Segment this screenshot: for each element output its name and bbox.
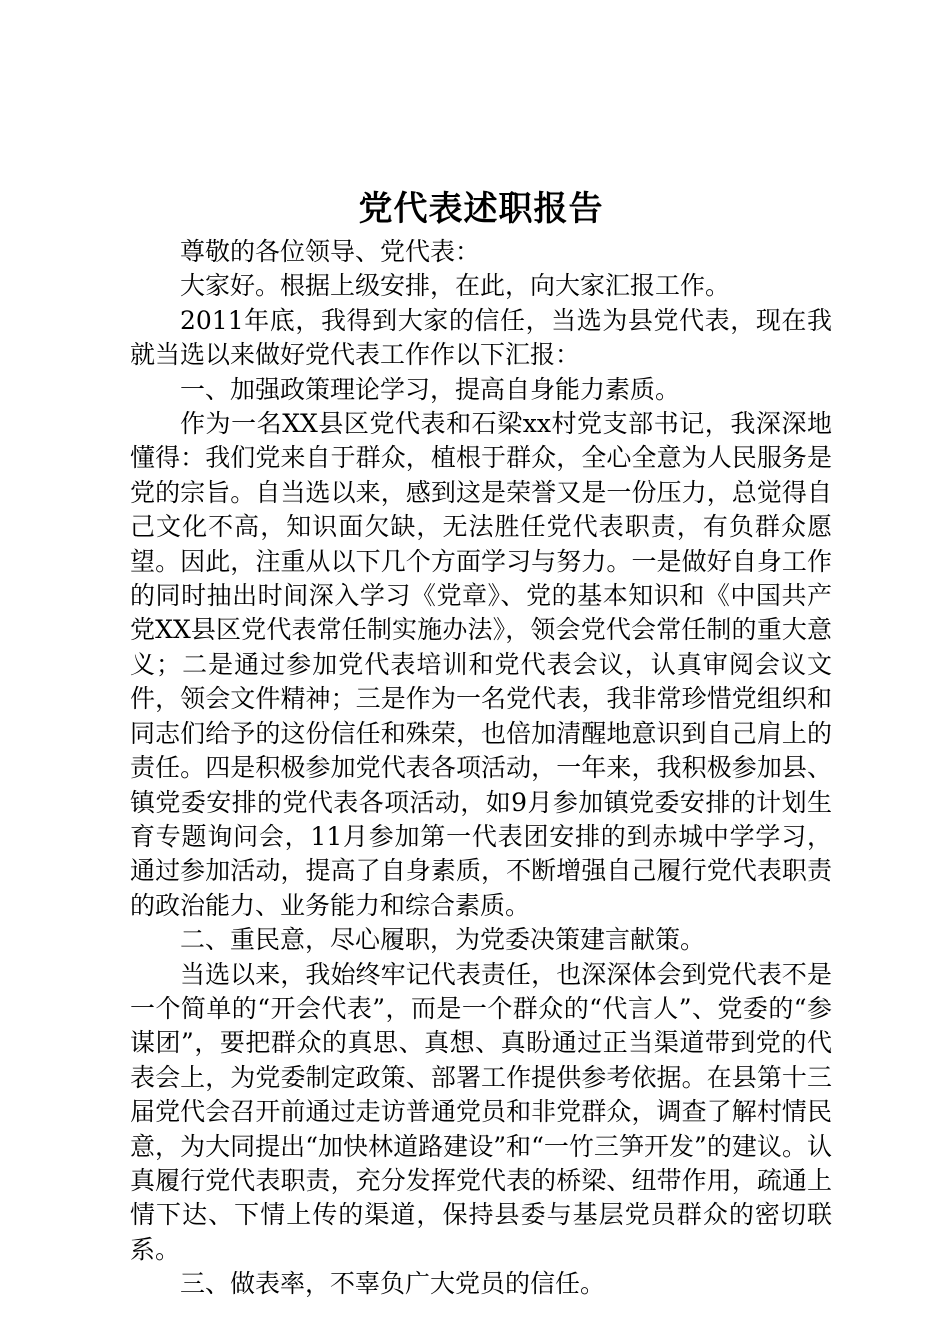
section-heading-1: 一、加强政策理论学习，提高自身能力素质。 [180, 374, 681, 404]
section-body-1: 作为一名XX县区党代表和石梁xx村党支部书记，我深深地懂得：我们党来自于群众，植根于群众，全心全意为人民服务是党的宗旨。自当选以来，感到这是荣誉又是一份压力，总觉得自己文化不高，知识面欠缺，无法胜任党代表职责，有负群众愿望。因此，注重从以下几个方面学习与努力。一是做好自身工作的同时抽出时间深入学习《党章》、党的基本知识和《中国共产党XX县区党代表常任制实施办法》，领会党代会常任制的重大意义；二是通过参加党代表培训和党代表会议，认真审阅会议文件，领会文件精神；三是作为一名党代表，我非常珍惜党组织和同志们给予的这份信任和殊荣，也倍加清醒地意识到自己肩上的责任。四是积极参加党代表各项活动，一年来，我积极参加县、镇党委安排的党代表各项活动，如9月参加镇党委安排的计划生育专题询问会，11月参加第一代表团安排的到赤城中学学习，通过参加活动，提高了自身素质，不断增强自己履行党代表职责的政治能力、业务能力和综合素质。 [130, 409, 832, 920]
greeting-paragraph: 尊敬的各位领导、党代表： [180, 237, 481, 266]
intro-paragraph: 2011年底，我得到大家的信任，当选为县党代表，现在我就当选以来做好党代表工作作以下汇报： [130, 305, 832, 370]
document-title: 党代表述职报告 [358, 189, 604, 229]
section-heading-3: 三、做表率，不辜负广大党员的信任。 [180, 1269, 606, 1299]
section-heading-2: 二、重民意，尽心履职，为党委决策建言献策。 [180, 925, 706, 955]
opening-paragraph: 大家好。根据上级安排，在此，向大家汇报工作。 [180, 271, 731, 301]
document-page [130, 185, 832, 1302]
section-body-2: 当选以来，我始终牢记代表责任，也深深体会到党代表不是一个简单的“开会代表”，而是一个群众的“代言人”、党委的“参谋团”，要把群众的真思、真想、真盼通过正当渠道带到党的代表会上，为党委制定政策、部署工作提供参考依据。在县第十三届党代会召开前通过走访普通党员和非党群众，调查了解村情民意，为大同提出“加快林道路建设”和“一竹三笋开发”的建议。认真履行党代表职责，充分发挥党代表的桥梁、纽带作用，疏通上情下达、下情上传的渠道，保持县委与基层党员群众的密切联系。 [130, 959, 832, 1264]
